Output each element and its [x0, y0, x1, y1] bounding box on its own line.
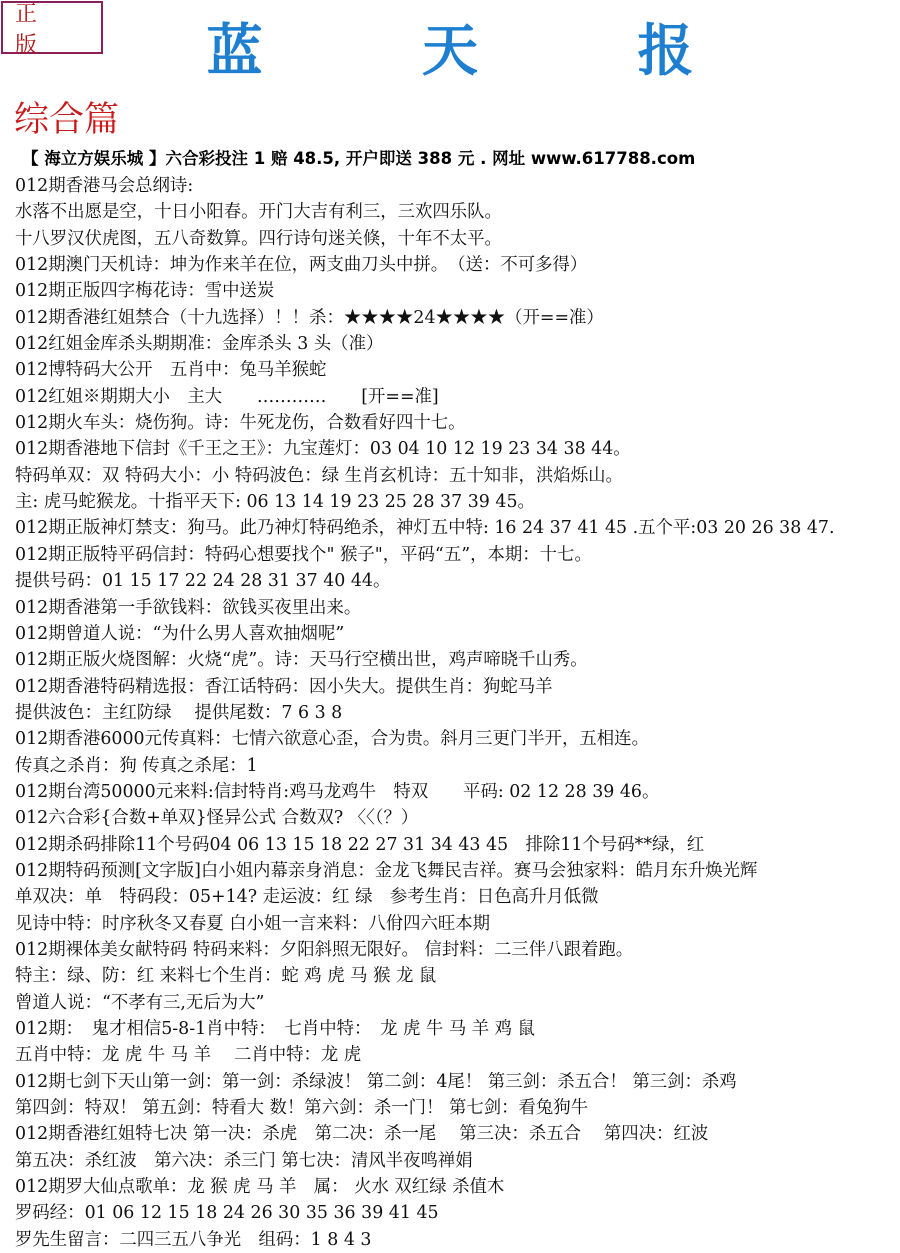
text-line: 传真之杀肖：狗 传真之杀尾：1 [15, 755, 258, 776]
text-line: 提供波色：主红防绿 提供尾数：7 6 3 8 [15, 702, 343, 723]
text-line: 罗码经：01 06 12 15 18 24 26 30 35 36 39 41 45 [15, 1203, 439, 1224]
text-line: 012博特码大公开 五肖中：兔马羊猴蛇 [15, 360, 327, 381]
text-line: 012期台湾50000元来料:信封特肖:鸡马龙鸡牛 特双 平码: 02 12 28 39 46。 [15, 781, 660, 802]
text-line: 012期香港红姐禁合（十九选择）！！杀：★★★★24★★★★（开==准） [15, 307, 604, 328]
text-line: 012期裸体美女献特码 特码来料：夕阳斜照无限好。 信封料：二三伴八跟着跑。 [15, 939, 634, 960]
text-line: 第五决：杀红波 第六决：杀三门 第七决：清风半夜鸣禅娟 [15, 1150, 473, 1171]
text-line: 012期香港红姐特七决 第一决：杀虎 第二决：杀一尾 第三决：杀五合 第四决：红波 [15, 1124, 709, 1145]
text-line: 012红姐※期期大小 主大 ………… [开==准] [15, 386, 439, 407]
text-line: 012期杀码排除11个号码04 06 13 15 18 22 27 31 34 43 45 排除11个号码**绿，红 [15, 834, 705, 855]
text-line: 012期香港马会总纲诗: [15, 176, 194, 196]
text-line: 012期七剑下天山第一剑：第一剑：杀绿波！ 第二剑：4尾！ 第三剑：杀五合！ 第三剑：杀鸡 [15, 1071, 737, 1092]
text-line: 012期正版神灯禁支：狗马。此乃神灯特码绝杀，神灯五中特: 16 24 37 41 45 .五个平:03 20 26 38 47. [15, 518, 835, 539]
text-line: 特主：绿、防：红 来料七个生肖：蛇 鸡 虎 马 猴 龙 鼠 [15, 966, 437, 987]
text-line: 第四剑：特双！ 第五剑：特看大 数！第六剑：杀一门！ 第七剑：看兔狗牛 [15, 1098, 589, 1119]
text-line: 012期香港特码精选报：香江话特码：因小失大。提供生肖：狗蛇马羊 [15, 676, 553, 697]
text-line: 主: 虎马蛇猴龙。十指平天下: 06 13 14 19 23 25 28 37 39 45。 [15, 492, 535, 513]
text-line: 提供号码：01 15 17 22 24 28 31 37 40 44。 [15, 571, 391, 592]
text-line: 012期澳门天机诗：坤为作来羊在位，两支曲刀头中拼。 （送：不可多得） [15, 255, 588, 276]
text-line: 012期特码预测[文字版]白小姐内幕亲身消息：金龙飞舞民吉祥。赛马会独家料：皓月东升焕光辉 [15, 860, 758, 881]
text-line: 012期正版火烧图解：火烧“虎”。诗：天马行空横出世，鸡声啼晓千山秀。 [15, 650, 588, 671]
text-line: 012期正版四字梅花诗：雪中送炭 [15, 281, 275, 302]
text-line: 单双决：单 特码段：05+14? 走运波：红 绿 参考生肖：日色高升月低微 [15, 887, 599, 908]
text-line: 012期香港6000元传真料：七情六欲意心歪，合为贵。斜月三更门半开，五相连。 [15, 729, 649, 750]
text-line: 012红姐金库杀头期期准：金库杀头 3 头（准） [15, 334, 384, 355]
text-line: 罗先生留言：二四三五八争光 组码：1 8 4 3 [15, 1229, 372, 1250]
text-line: 特码单双：双 特码大小：小 特码波色：绿 生肖玄机诗：五十知非，洪焰烁山。 [15, 465, 623, 486]
text-line: 十八罗汉伏虎图，五八奇数算。四行诗句迷关倏，十年不太平。 [15, 228, 502, 249]
ad-banner: 【 海立方娱乐城 】六合彩投注 1 赔 48.5, 开户即送 388 元 . 网址 www.617788.com [22, 149, 696, 168]
masthead-title: 蓝 天 报 [206, 18, 764, 84]
text-line: 012期： 鬼才相信5-8-1肖中特： 七肖中特： 龙 虎 牛 马 羊 鸡 鼠 [15, 1019, 535, 1039]
text-line: 012期香港地下信封《千王之王》：九宝莲灯：03 04 10 12 19 23 34 38 44。 [15, 439, 631, 460]
text-line: 012六合彩{合数+单双}怪异公式 合数双? 〈〈（？） [15, 808, 419, 829]
text-line: 012期罗大仙点歌单：龙 猴 虎 马 羊 属： 火水 双红绿 杀值木 [15, 1177, 505, 1198]
text-line: 012期正版特平码信封：特码心想要找个" 猴子"，平码“五”，本期：十七。 [15, 544, 592, 565]
text-line: 012期曾道人说：“为什么男人喜欢抽烟呢” [15, 623, 345, 644]
text-line: 012期火车头：烧伤狗。诗：牛死龙伤，合数看好四十七。 [15, 413, 466, 434]
text-line: 012期香港第一手欲钱料：欲钱买夜里出来。 [15, 597, 362, 618]
text-line: 见诗中特：时序秋冬又春夏 白小姐一言来料：八佾四六旺本期 [15, 913, 491, 934]
text-line: 五肖中特：龙 虎 牛 马 羊 二肖中特：龙 虎 [15, 1045, 362, 1066]
text-line: 曾道人说：“不孝有三,无后为大” [15, 992, 265, 1013]
text-line: 水落不出愿是空，十日小阳春。开门大吉有利三，三欢四乐队。 [15, 202, 502, 223]
section-title: 综合篇 [14, 100, 120, 140]
content-lines [15, 173, 900, 1253]
authentic-badge: 正 版 [1, 1, 103, 54]
